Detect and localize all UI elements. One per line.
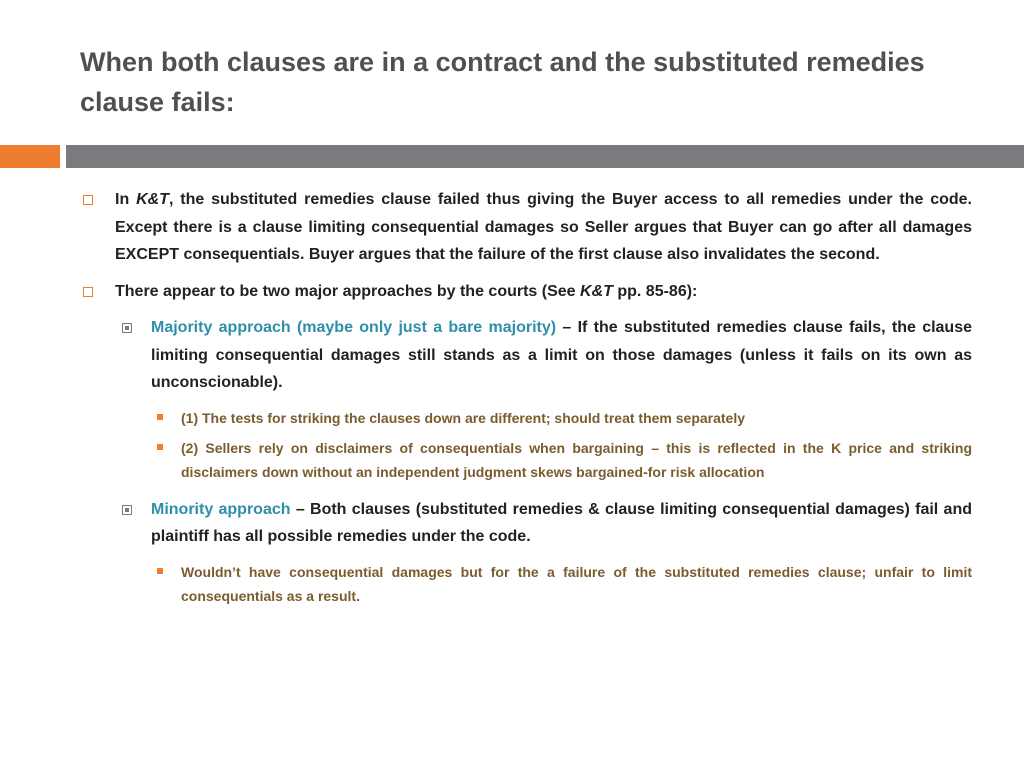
subpoint-text: (1) The tests for striking the clauses down are different; should treat them separately [181,409,746,426]
minority-subpoint [80,560,972,608]
filled-square-bullet-icon [157,568,163,574]
accent-bar [0,145,60,168]
bullet-text-pre: There appear to be two major approaches by the courts (See [115,282,581,300]
square-bullet-icon [83,195,93,205]
case-citation: K&T [136,191,169,208]
majority-subpoint [80,406,972,430]
bullet-text-post: , the substituted remedies clause failed thus giving the Buyer access to all remedies under the code. Except there is a clause limiting consequential damages so Seller argues that Buyer can go after all damages EXCEPT consequentials. Buyer argues that the failure of the first clause also invalidates the second. [115,191,972,263]
majority-text: – If the substituted remedies clause fails, the clause limiting consequential damages still stands as a limit on those damages (unless it fails on its own as unconscionable). [151,319,973,391]
bullet-text-post: pp. 85-86): [612,282,698,300]
subpoint-text: Wouldn’t have consequential damages but for the a failure of the substituted remedies clause; unfair to limit consequentials as a result. [181,563,972,604]
majority-approach [80,314,972,397]
square-bullet-icon [83,287,93,297]
slide-title: When both clauses are in a contract and the substituted remedies clause fails: [80,47,925,117]
majority-subpoint [80,436,972,484]
filled-square-bullet-icon [157,414,163,420]
boxed-bullet-icon [122,323,132,333]
bullet-text-pre: In [115,191,137,208]
majority-label: Majority approach (maybe only just a bare majority) [151,319,557,336]
boxed-bullet-icon [122,505,132,515]
bullet-kt-case [80,186,972,269]
minority-label: Minority approach [151,500,291,518]
case-citation: K&T [580,282,613,300]
minority-approach [80,496,972,551]
minority-text: – Both clauses (substituted remedies & clause limiting consequential damages) fail and plaintiff has all possible remedies under the code. [151,500,972,545]
divider-bar [66,145,1024,168]
bullet-two-approaches [80,278,972,306]
slide-body [80,186,972,614]
subpoint-text: (2) Sellers rely on disclaimers of consequentials when bargaining – this is reflected in the K price and striking disclaimers down without an independent judgment skews bargained-for risk allocation [181,439,972,480]
filled-square-bullet-icon [157,444,163,450]
